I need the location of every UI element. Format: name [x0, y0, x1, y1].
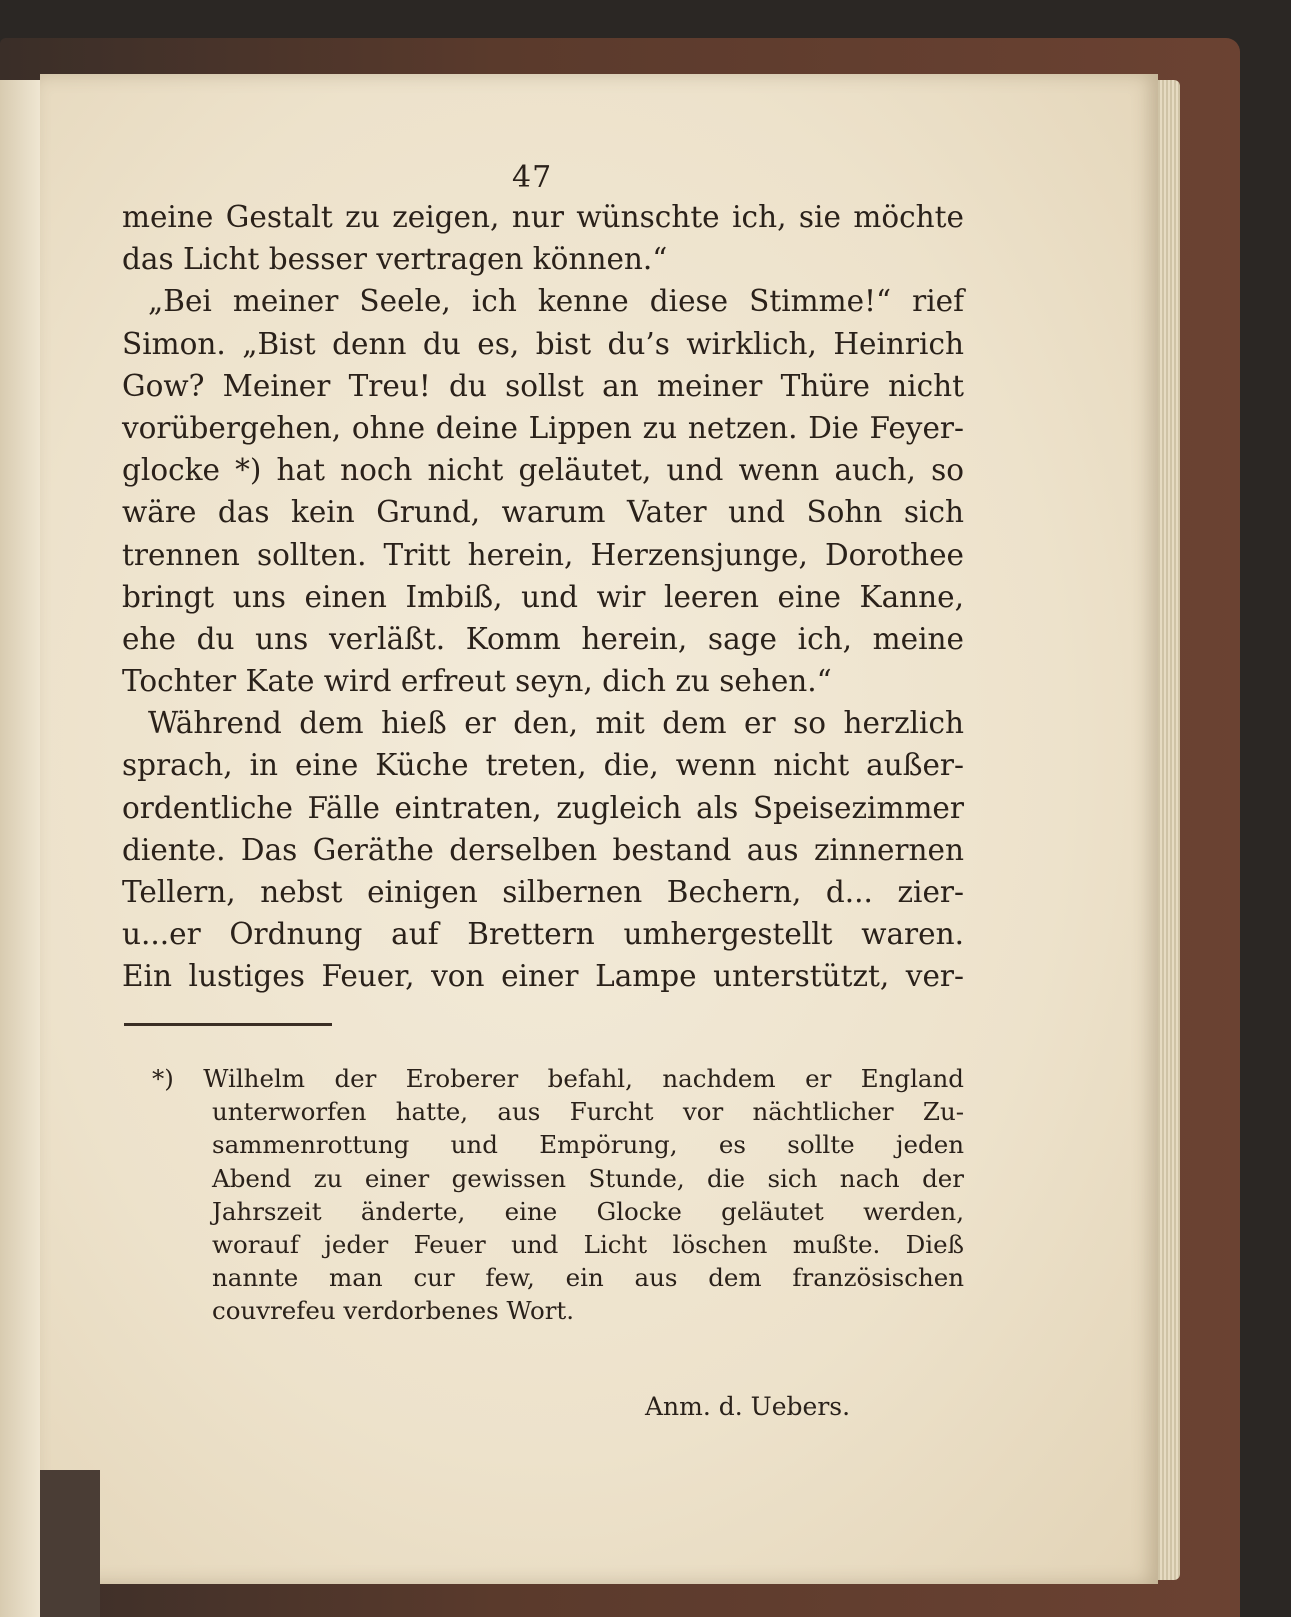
text-line: trennen sollten. Tritt herein, Herzensjunge, Dorothee	[122, 537, 964, 572]
footnote-line: nannte man cur few, ein aus dem französischen	[212, 1263, 964, 1293]
binding-strip	[40, 1470, 100, 1617]
text-line: Tellern, nebst einigen silbernen Bechern, d... zier-	[122, 875, 964, 909]
text-line: „Bei meiner Seele, ich kenne diese Stimme!“ rief	[148, 284, 964, 319]
text-line: u...er Ordnung auf Brettern umhergestellt waren.	[122, 917, 964, 952]
text-line: Während dem hieß er den, mit dem er so herzlich	[148, 706, 964, 741]
text-line: glocke *) hat noch nicht geläutet, und wenn auch, so	[122, 453, 964, 488]
text-line: Gow? Meiner Treu! du sollst an meiner Thüre nicht	[122, 368, 964, 403]
footnote-line: worauf jeder Feuer und Licht löschen mußte. Dieß	[212, 1229, 964, 1259]
footnote	[152, 1062, 964, 1328]
text-line: ehe du uns verläßt. Komm herein, sage ich, meine	[122, 621, 964, 656]
text-line: Ein lustiges Feuer, von einer Lampe unterstützt, ver-	[122, 959, 964, 994]
footnote-line: couvrefeu verdorbenes Wort.	[212, 1296, 575, 1326]
text-line: sprach, in eine Küche treten, die, wenn nicht außer-	[122, 748, 964, 783]
footnote-signature: Anm. d. Uebers.	[645, 1392, 851, 1421]
text-line: meine Gestalt zu zeigen, nur wünschte ich, sie möchte	[122, 200, 964, 234]
text-line: vorübergehen, ohne deine Lippen zu netzen. Die Feyer-	[122, 410, 964, 445]
text-line: Tochter Kate wird erfreut seyn, dich zu sehen.“	[122, 664, 832, 699]
body-text	[122, 196, 964, 998]
footnote-line: Abend zu einer gewissen Stunde, die sich nach der	[212, 1163, 964, 1193]
text-line: bringt uns einen Imbiß, und wir leeren eine Kanne,	[122, 579, 964, 614]
footnote-line: *) Wilhelm der Eroberer befahl, nachdem er England	[152, 1064, 964, 1093]
footnote-separator	[124, 1023, 332, 1026]
text-line: das Licht besser vertragen können.“	[122, 242, 668, 277]
page-number: 47	[512, 160, 553, 195]
facing-page-edge	[0, 80, 40, 1617]
footnote-line: unterworfen hatte, aus Furcht vor nächtlicher Zu-	[212, 1097, 964, 1127]
text-line: wäre das kein Grund, warum Vater und Sohn sich	[122, 495, 964, 530]
text-line: Simon. „Bist denn du es, bist du’s wirklich, Heinrich	[122, 326, 964, 361]
footnote-line: sammenrottung und Empörung, es sollte jeden	[212, 1130, 964, 1160]
text-line: diente. Das Geräthe derselben bestand aus zinnernen	[122, 832, 964, 867]
footnote-line: Jahrszeit änderte, eine Glocke geläutet werden,	[212, 1196, 964, 1226]
text-line: ordentliche Fälle eintraten, zugleich als Speisezimmer	[122, 790, 964, 825]
